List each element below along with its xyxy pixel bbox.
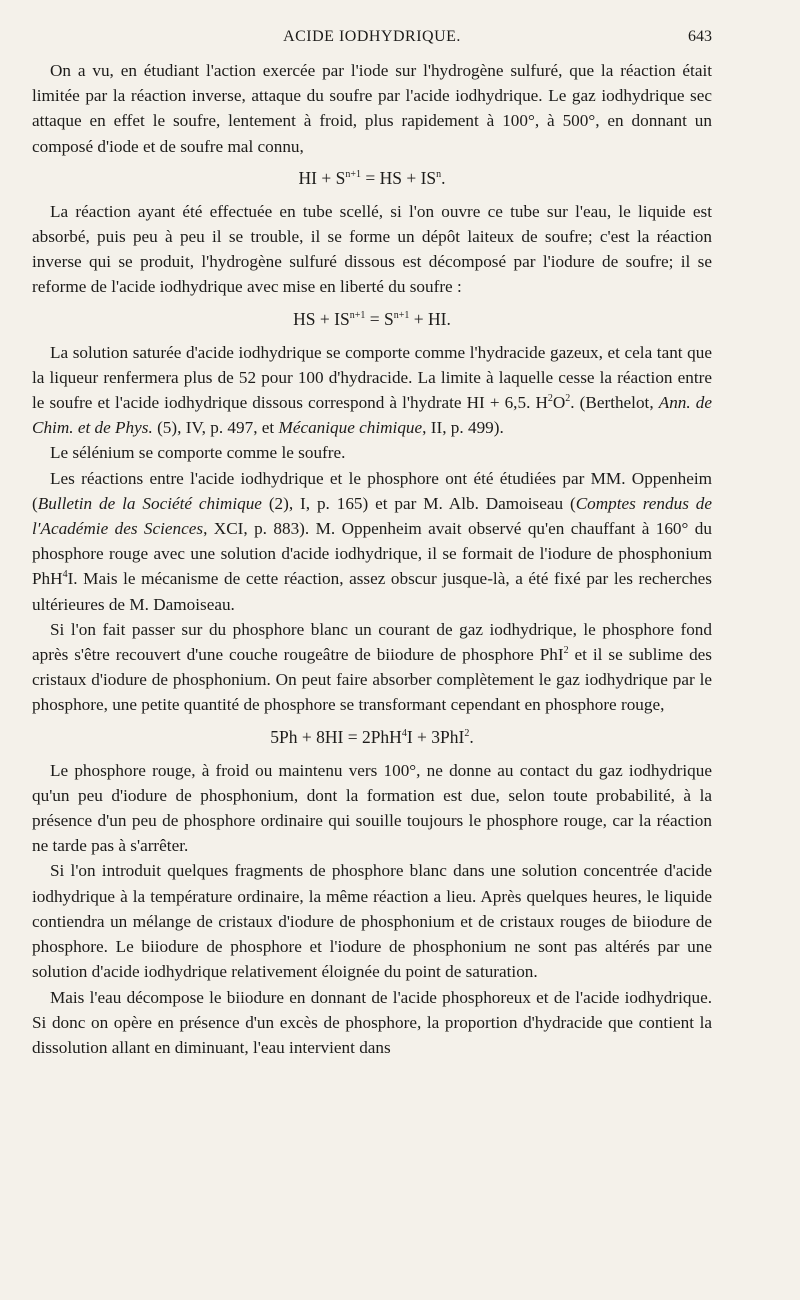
p6-text-1: Si l'on fait passer sur du phosphore blanc un courant de gaz iodhydrique, le phosphore fond après s'être recouvert d'une couche rougeâtre de biiodure de phosphore PhI (32, 619, 712, 665)
equation-2 (32, 306, 712, 332)
p3-text-3: . (Berthelot, (570, 393, 659, 413)
equation-3 (32, 724, 712, 750)
p5-text-2: (2), I, p. 165) et par M. Alb. Damoiseau ( (261, 493, 576, 513)
p3-citation-2: Mécanique chimique (278, 418, 423, 438)
eq3-sup-a: 4 (401, 727, 407, 739)
equation-1 (32, 165, 712, 191)
eq2-part-b: = S (365, 308, 394, 329)
p5-citation-1: Bulletin de la Société chimique (37, 493, 262, 513)
paragraph-1: On a vu, en étudiant l'action exercée par l'iode sur l'hydrogène sulfuré, que la réaction était limitée par la réaction inverse, attaque du soufre par l'acide iodhydrique. Le gaz iodhydrique sec attaque en effet le soufre, lentement à froid, plus rapidement à 100°, à 500°, en donnant un composé d'iode et de soufre mal connu, (32, 61, 712, 156)
eq3-part-b: I + 3PhI (406, 726, 465, 747)
eq3-part-c: . (469, 726, 474, 747)
eq1-sup-a: n+1 (345, 168, 361, 180)
eq2-sup-b: n+1 (393, 309, 410, 321)
p3-sup-2: 2 (565, 393, 571, 405)
p5-text-4: I. Mais le mécanisme de cette réaction, assez obscur jusque-là, a été fixé par les recherches ultérieures de M. Damoiseau. (32, 569, 712, 614)
page-number: 643 (688, 28, 712, 45)
p6-sup-1: 2 (563, 645, 569, 657)
p5-text-1: Les réactions entre l'acide iodhydrique et le phosphore ont été étudiées par MM. Oppenheim ( (32, 468, 712, 513)
paragraph-4: Le sélénium se comporte comme le soufre. (50, 443, 346, 463)
paragraph-3 (32, 340, 712, 441)
eq2-part-a: HS + IS (293, 308, 350, 329)
p3-text-4: (5), IV, p. 497, et (152, 418, 279, 438)
paragraph-5 (32, 466, 712, 617)
p3-text-5: , II, p. 499). (422, 418, 504, 438)
paragraph-9: Mais l'eau décompose le biiodure en donnant de l'acide phosphoreux et de l'acide iodhydrique. Si donc on opère en présence d'un excès de phosphore, la proportion d'hydracide que contient la dissolution allant en diminuant, l'eau intervient dans (32, 987, 712, 1057)
paragraph-2: La réaction ayant été effectuée en tube scellé, si l'on ouvre ce tube sur l'eau, le liquide est absorbé, puis peu à peu il se trouble, il se forme un dépôt laiteux de soufre; c'est la réaction inverse qui se produit, l'hydrogène sulfuré dissous est décomposé par l'iodure de soufre; il se reforme de l'acide iodhydrique avec mise en liberté du soufre : (32, 201, 712, 297)
paragraph-8: Si l'on introduit quelques fragments de phosphore blanc dans une solution concentrée d'acide iodhydrique à la température ordinaire, la même réaction a lieu. Après quelques heures, le liquide contiendra un mélange de cristaux d'iodure de phosphonium et de cristaux rouges de biiodure de phosphore. Le biiodure de phosphore et l'iodure de phosphonium ne sont pas altérés par une solution d'acide iodhydrique relativement éloignée du point de saturation. (32, 861, 712, 982)
eq1-part-b: = HS + IS (360, 167, 437, 188)
p6-text-2: et il se sublime des cristaux d'iodure de phosphonium. On peut faire absorber complètement le gaz iodhydrique par le phosphore, une petite quantité de phosphore se transformant cependant en phosphore rouge, (32, 645, 712, 715)
running-title: ACIDE IODHYDRIQUE. (283, 28, 461, 45)
eq2-part-c: + HI. (409, 308, 451, 329)
p3-text-2: O (552, 393, 566, 413)
running-header (32, 28, 712, 52)
p3-text-1: La solution saturée d'acide iodhydrique se comporte comme l'hydracide gazeux, et cela tant que la liqueur renfermera plus de 52 pour 100 d'hydracide. La limite à laquelle cesse la réaction entre le soufre et l'acide iodhydrique dissous correspond à l'hydrate HI + 6,5. H (32, 342, 712, 413)
body-text (32, 58, 712, 1060)
p5-sup-1: 4 (62, 569, 68, 581)
eq2-sup-a: n+1 (349, 309, 366, 321)
paragraph-7: Le phosphore rouge, à froid ou maintenu vers 100°, ne donne au contact du gaz iodhydrique qu'un peu d'iodure de phosphonium, dont la formation est due, selon toute probabilité, à la présence d'un peu de phosphore ordinaire qui souille toujours le phosphore rouge, car la réaction ne tarde pas à s'arrêter. (32, 760, 712, 856)
p5-text-3: , XCI, p. 883). M. Oppenheim avait observé qu'en chauffant à 160° du phosphore rouge avec une solution d'acide iodhydrique, il se formait de l'iodure de phosphonium PhH (32, 519, 712, 589)
eq1-sup-b: n (436, 168, 442, 180)
p3-sup-1: 2 (547, 393, 553, 405)
p5-citation-2: Comptes rendus de l'Académie des Sciences (32, 493, 713, 539)
eq1-part-c: . (441, 167, 446, 188)
eq3-part-a: 5Ph + 8HI = 2PhH (270, 726, 402, 747)
eq1-part-a: HI + S (298, 167, 346, 188)
eq3-sup-b: 2 (464, 727, 470, 739)
p3-citation-1: Ann. de Chim. et de Phys. (32, 393, 712, 438)
paragraph-6 (32, 617, 712, 718)
